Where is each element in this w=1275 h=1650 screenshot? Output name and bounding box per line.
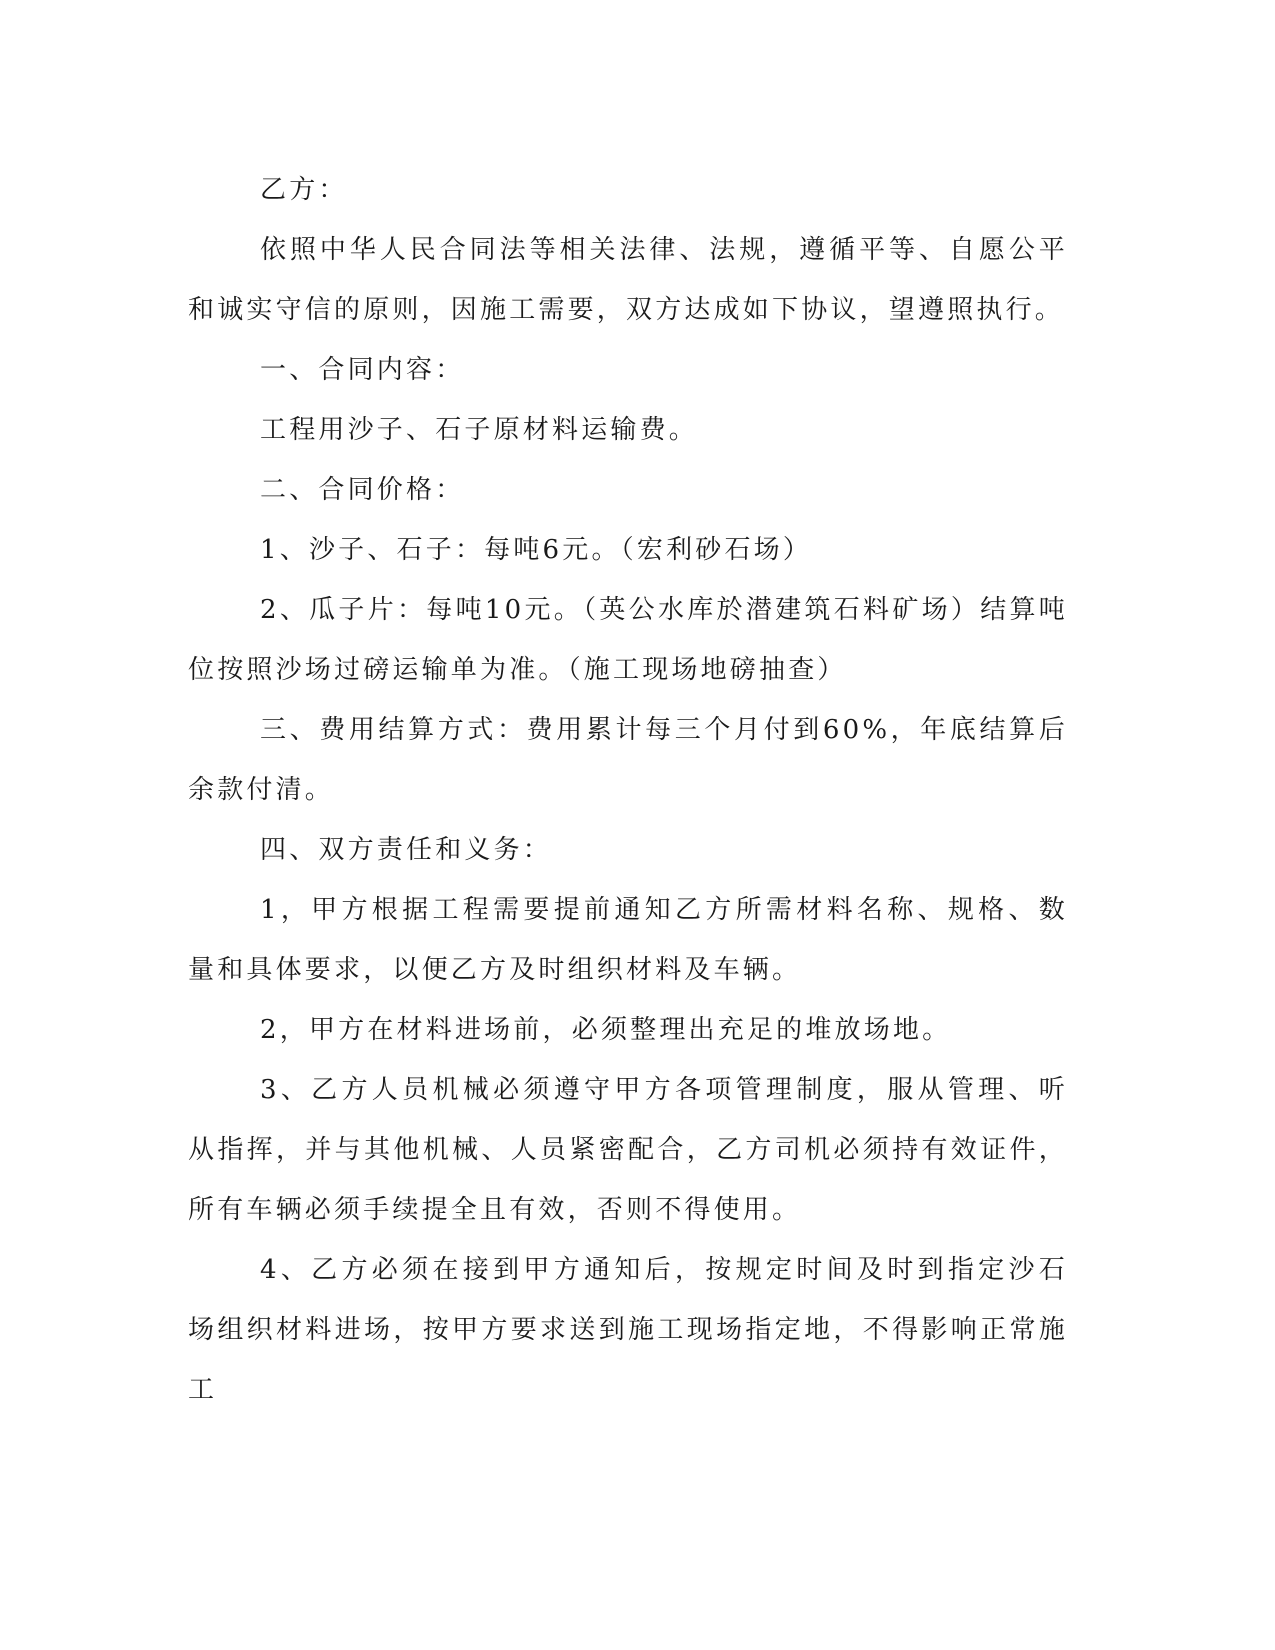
document-body: [188, 160, 1068, 1420]
section-settlement-method: 三、费用结算方式：费用累计每三个月付到60%，年底结算后余款付清。: [188, 715, 1068, 805]
responsibility-item-1: 1，甲方根据工程需要提前通知乙方所需材料名称、规格、数量和具体要求，以便乙方及时组织材料及车辆。: [188, 895, 1068, 985]
responsibility-item-2: 2，甲方在材料进场前，必须整理出充足的堆放场地。: [260, 1015, 952, 1045]
price-item-1: 1、沙子、石子：每吨6元。（宏利砂石场）: [260, 535, 813, 565]
party-b-label: 乙方：: [260, 175, 348, 205]
price-item-2: 2、瓜子片：每吨10元。（英公水库於潜建筑石料矿场）结算吨位按照沙场过磅运输单为准。（施工现场地磅抽查）: [188, 595, 1068, 685]
responsibility-item-3: 3、乙方人员机械必须遵守甲方各项管理制度，服从管理、听从指挥，并与其他机械、人员紧密配合，乙方司机必须持有效证件，所有车辆必须手续提全且有效，否则不得使用。: [188, 1075, 1068, 1225]
contract-content-paragraph: 工程用沙子、石子原材料运输费。: [260, 415, 699, 445]
preamble-paragraph: 依照中华人民合同法等相关法律、法规，遵循平等、自愿公平和诚实守信的原则，因施工需要，双方达成如下协议，望遵照执行。: [188, 235, 1068, 325]
responsibility-item-4: 4、乙方必须在接到甲方通知后，按规定时间及时到指定沙石场组织材料进场，按甲方要求送到施工现场指定地，不得影响正常施工: [188, 1255, 1068, 1405]
section-heading-contract-content: 一、合同内容：: [260, 355, 465, 385]
section-heading-contract-price: 二、合同价格：: [260, 475, 465, 505]
section-heading-responsibilities: 四、双方责任和义务：: [260, 835, 553, 865]
